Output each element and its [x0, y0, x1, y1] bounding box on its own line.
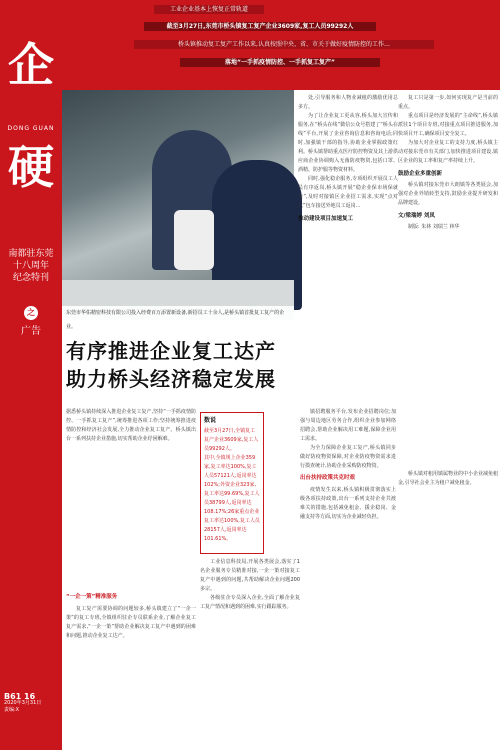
paragraph: 处,引导服务和人物业减租的激励优用总多方。 — [298, 95, 398, 110]
section-heading: 出台扶持政策共克时艰 — [300, 475, 356, 481]
top-banner — [62, 0, 500, 90]
subheading: 鼓励企业多重创新 — [398, 171, 443, 177]
masthead-char-ying: 硬 — [8, 140, 54, 194]
section-label: 广告 — [21, 326, 41, 337]
editor-line: 制版: 朱林 刘瑞兰 林华 — [408, 224, 460, 230]
article-column — [398, 94, 498, 232]
banner-line-4: 落地“一手抓疫情防控、一手抓复工复产” — [180, 58, 380, 67]
banner-line-1: 工业企业基本上恢复正常轨道 — [154, 5, 264, 14]
banner-line-3: 桥头镇推动复工复产工作以来,认真按照中央、省、市关于做好疫情防控的工作… — [134, 40, 434, 49]
issue-info — [4, 693, 41, 714]
issue-date: 2020年3月31日 — [4, 700, 42, 706]
sidebar-masthead — [0, 0, 62, 750]
article-column — [398, 470, 498, 488]
paragraph: 为全力保障企业复工复产,桥头镇同步做好防疫物资保障,对企业防疫物资需求进行摸查统计,协助企业采购防疫物资。 — [300, 445, 396, 469]
paragraph: 复工只是第一步,如何实现复产是当前的重点。 — [398, 95, 498, 110]
paragraph: 工业信息科技局,开展各类展会,落实了1名企业服务专员精准对接,一企一策对接复工复产中遇到的问题,共帮助解决企业问题200多宗。 — [200, 559, 300, 592]
section-heading: “一企一策”精准服务 — [66, 594, 118, 600]
article-column — [298, 94, 398, 226]
paragraph: 镇招聘服务平台,发布企业招聘岗位;加强与周边地区劳务合作,组织企业参加网络招聘会,帮助企业解决用工难题,保障企业用工需求。 — [300, 409, 396, 442]
banner-line-2: 截至3月27日,东莞市桥头镇复工复产企业3609家,复工人员99292人 — [144, 22, 376, 31]
paragraph: 重点项目是经济发展的“主命线”,桥头镇派驻1个项目专班,对接重点项目推进服务,加快项目开工,确保项目安全复工。 — [398, 113, 498, 137]
news-photo — [62, 90, 294, 330]
masthead-pinyin: DONG GUAN — [7, 125, 55, 132]
microscope-shape — [174, 210, 214, 270]
article-column — [300, 408, 396, 522]
paragraph: 桥头镇对接东莞市大朗镇等各类展会,加强对企业外销转型支持,鼓励企业提升研发和品牌建设。 — [398, 182, 498, 206]
headline-line-1: 有序推进企业复工达产 — [66, 339, 276, 363]
paragraph: 疫情发生以来,桥头镇积极贯彻落实上级各项扶持政策,出台一系列支持企业共渡难关的措施,包括减免租金、援企稳岗、金融支持等方面,切实为企业减轻负担。 — [300, 487, 396, 520]
data-box-line: 其中,全镇规上企业359家,复工率达100%,复工人员57121人,返岗率达102%;外资企业323家,复工率达99.69%,复工人员38799人,返岗率达108.17%;26家重点企业复工率达100%,复工人员28157人,返岗率达101.61%。 — [204, 455, 260, 542]
paragraph: 为加大对企业复工的支持力度,桥头镇主动对接东莞市有关部门,加快推进项目建设,镇区企业的复工率和复产率持续上升。 — [398, 140, 498, 164]
subheading: 推动建设项目加速复工 — [298, 216, 354, 222]
article-column — [66, 590, 196, 641]
special-issue-title — [0, 248, 62, 284]
byline: 文/梁瑞婷 刘凤 — [398, 213, 435, 219]
paragraph: 复工复产需要协调的问题较多,桥头镇建立了“一企一策”的复工专班,全镇组织驻企专员联系企业,了解企业复工复产需求,“一企一策”帮助企业解决复工复产中遇到的困难和问题,推动企业复工达产。 — [66, 606, 196, 639]
paragraph: 桥头镇对租用镇属物业的中小企业减免租金,引导社会业主为租户减免租金。 — [398, 471, 499, 486]
masthead-char-qi: 企 — [8, 38, 54, 92]
article-column — [200, 558, 300, 612]
special-issue-line: 南都驻东莞 — [8, 249, 54, 259]
circle-badge: 之 — [24, 306, 38, 320]
main-headline — [66, 337, 396, 393]
page-number: B61 16 — [4, 692, 36, 701]
headline-line-2: 助力桥头经济稳定发展 — [66, 367, 276, 391]
special-issue-line: 十八周年 — [12, 261, 49, 271]
paragraph: 为了让企业复工更从容,桥头加大宣传和服务,在“桥头在线”微信公众号搭建了“桥头在线”平台,开展了企业咨询信息和咨询电话;同时,加强镇干部的指导,协助企业掌握政策红利。桥头镇帮助重点医疗防控物资及其上游供应商企业协调购入无菌防疫物资,包括口罩、酒精、防护服等物资材料。 — [298, 113, 399, 173]
data-box-title: 数说 — [204, 417, 217, 424]
photo-caption: 东莞市华佑精密科技有限公司投入经费百万添置新设备,新招员工十余人,是桥头镇首批复工复产的企业。 — [62, 306, 294, 320]
special-issue-line: 纪念特刊 — [12, 273, 49, 283]
article-intro: 据悉桥头镇持续深入推进企业复工复产,坚持“一手抓疫情防控、一手抓复工复产”,统筹推进各项工作;坚持统筹推进疫情防控和经济社会发展,全力推动企业复工复产。桥头镇出台一系列扶持企业措施,切实帮助企业纾困解难。 — [66, 409, 196, 442]
paragraph: 同时,强化稳企服务,专项组织开展员工人员有序返岗,桥头镇开展“稳企业保市场保就业”,及时对接镇区企业招工需求,实现“点对点”包车接送外地员工返岗… — [298, 176, 398, 209]
data-box — [200, 412, 264, 554]
paragraph: 各级驻企专员深入企业,全面了解企业复工复产情况和遇到的困难,实行跟踪服务。 — [200, 595, 300, 610]
data-box-line: 截至3月27日,全镇复工复产企业3609家,复工人员99292人。 — [204, 428, 259, 452]
issue-editor: 责编:X — [4, 707, 20, 713]
